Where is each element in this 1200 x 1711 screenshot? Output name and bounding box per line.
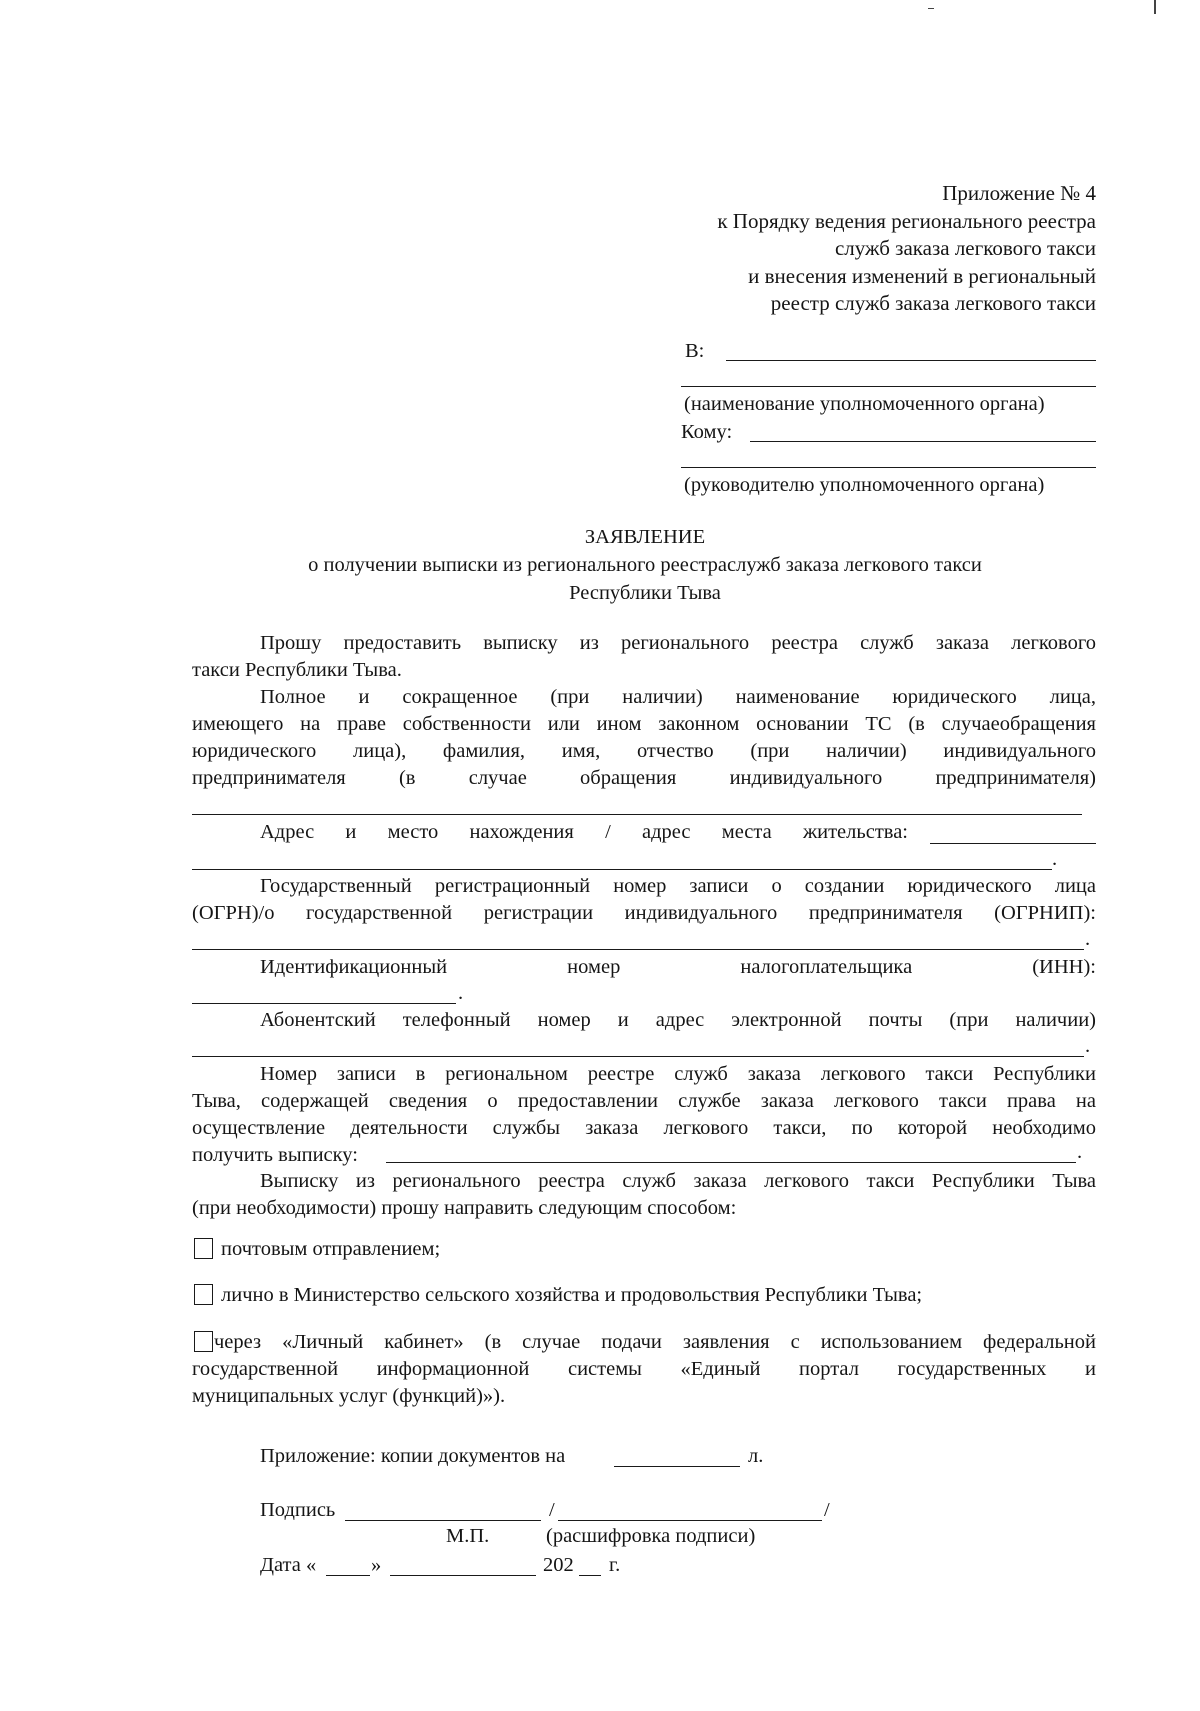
date-day-line[interactable] bbox=[326, 1575, 370, 1576]
address-dot: . bbox=[1052, 848, 1058, 870]
scan-mark bbox=[1154, 0, 1156, 14]
record-line: осуществление деятельности службы заказа легкового такси, по которой необходимо bbox=[192, 1117, 1096, 1139]
title-sub-region: Республики Тыва bbox=[569, 582, 721, 604]
record-field-line[interactable] bbox=[386, 1162, 1076, 1163]
whom-label: Кому: bbox=[681, 421, 733, 443]
sign-slash-end: / bbox=[824, 1499, 830, 1521]
ogrn-dot: . bbox=[1085, 928, 1091, 950]
to-caption: (наименование уполномоченного органа) bbox=[684, 393, 1045, 415]
header-line: и внесения изменений в региональный bbox=[748, 263, 1096, 288]
record-dot: . bbox=[1077, 1141, 1083, 1163]
whom-caption: (руководителю уполномоченного органа) bbox=[684, 474, 1045, 496]
send-line: Выписку из регионального реестра служб заказа легкового такси Республики Тыва bbox=[260, 1170, 1096, 1192]
attach-count-line[interactable] bbox=[614, 1466, 740, 1467]
body-text bbox=[192, 630, 1096, 792]
title-block bbox=[180, 523, 1110, 607]
ogrn-field-line[interactable] bbox=[192, 949, 1084, 950]
sign-label: Подпись bbox=[260, 1499, 336, 1521]
p2-line: Полное и сокращенное (при наличии) наименование юридического лица, bbox=[260, 686, 1096, 708]
p2-line: юридического лица), фамилия, имя, отчество (при наличии) индивидуального bbox=[192, 740, 1096, 762]
option-checkbox[interactable] bbox=[194, 1284, 213, 1305]
record-text bbox=[192, 1061, 1096, 1169]
header-block bbox=[600, 180, 1096, 318]
date-month-line[interactable] bbox=[390, 1575, 536, 1576]
whom-field-line-2[interactable] bbox=[681, 467, 1096, 468]
phone-field-line[interactable] bbox=[192, 1056, 1084, 1057]
header-line: Приложение № 4 bbox=[942, 181, 1096, 205]
attach-label: Приложение: копии документов на bbox=[260, 1445, 566, 1467]
inn-field-line[interactable] bbox=[192, 1003, 456, 1004]
scan-mark bbox=[928, 8, 934, 9]
header-line: реестр служб заказа легкового такси bbox=[770, 291, 1096, 315]
send-line: (при необходимости) прошу направить следующим способом: bbox=[192, 1197, 737, 1219]
header-line: служб заказа легкового такси bbox=[834, 236, 1096, 260]
attach-unit: л. bbox=[748, 1445, 764, 1467]
to-field-line-2[interactable] bbox=[681, 386, 1096, 387]
address-field-line-2[interactable] bbox=[192, 869, 1052, 870]
p1-line: Прошу предоставить выписку из регионального реестра служб заказа легкового bbox=[260, 632, 1096, 654]
record-line: получить выписку: bbox=[192, 1144, 358, 1166]
option-label: лично в Министерство сельского хозяйства и продовольствия Республики Тыва; bbox=[221, 1284, 923, 1306]
date-year-line[interactable] bbox=[579, 1575, 601, 1576]
address-label: Адрес и место нахождения / адрес места жительства: bbox=[260, 821, 908, 843]
record-line: Номер записи в региональном реестре служб заказа легкового такси Республики bbox=[260, 1063, 1096, 1085]
phone-dot: . bbox=[1085, 1035, 1091, 1057]
decode-caption: (расшифровка подписи) bbox=[546, 1525, 756, 1547]
inn-label: Идентификационный номер налогоплательщика (ИНН): bbox=[260, 956, 1096, 978]
option-checkbox[interactable] bbox=[194, 1238, 213, 1259]
signature-decode-line[interactable] bbox=[558, 1520, 822, 1521]
option-label: почтовым отправлением; bbox=[221, 1238, 441, 1260]
title-main: ЗАЯВЛЕНИЕ bbox=[584, 526, 706, 548]
to-label: В: bbox=[685, 340, 705, 362]
inn-dot: . bbox=[458, 982, 464, 1004]
address-field-line[interactable] bbox=[930, 843, 1096, 844]
option3-line: муниципальных услуг (функций)»). bbox=[192, 1385, 506, 1407]
to-field-line[interactable] bbox=[726, 360, 1096, 361]
name-field-line[interactable] bbox=[192, 814, 1082, 815]
ogrn-line: (ОГРН)/о государственной регистрации индивидуального предпринимателя (ОГРНИП): bbox=[192, 902, 1096, 924]
sign-slash: / bbox=[549, 1499, 555, 1521]
title-sub: о получении выписки из регионального реестраслужб заказа легкового такси bbox=[308, 554, 982, 576]
p1-line: такси Республики Тыва. bbox=[192, 659, 402, 681]
option3-line: через «Личный кабинет» (в случае подачи заявления с использованием федеральной bbox=[214, 1331, 1096, 1353]
stamp-label: М.П. bbox=[446, 1525, 490, 1547]
option3-text bbox=[192, 1329, 1096, 1410]
whom-field-line[interactable] bbox=[750, 441, 1096, 442]
send-text bbox=[192, 1168, 1096, 1222]
phone-label: Абонентский телефонный номер и адрес электронной почты (при наличии) bbox=[260, 1009, 1096, 1031]
p2-line: имеющего на праве собственности или ином законном основании ТС (в случаеобращения bbox=[192, 713, 1096, 735]
date-label: Дата « bbox=[260, 1554, 317, 1576]
ogrn-text bbox=[192, 873, 1096, 927]
header-line: к Порядку ведения регионального реестра bbox=[717, 208, 1096, 233]
option3-line: государственной информационной системы «Единый портал государственных и bbox=[192, 1358, 1096, 1380]
signature-line[interactable] bbox=[345, 1520, 541, 1521]
ogrn-line: Государственный регистрационный номер записи о создании юридического лица bbox=[260, 875, 1096, 897]
date-year-unit: г. bbox=[609, 1554, 621, 1576]
record-line: Тыва, содержащей сведения о предоставлении службе заказа легкового такси права на bbox=[192, 1090, 1096, 1112]
p2-line: предпринимателя (в случае обращения индивидуального предпринимателя) bbox=[192, 767, 1096, 789]
date-close: » bbox=[371, 1554, 382, 1576]
date-year: 202 bbox=[543, 1554, 574, 1576]
